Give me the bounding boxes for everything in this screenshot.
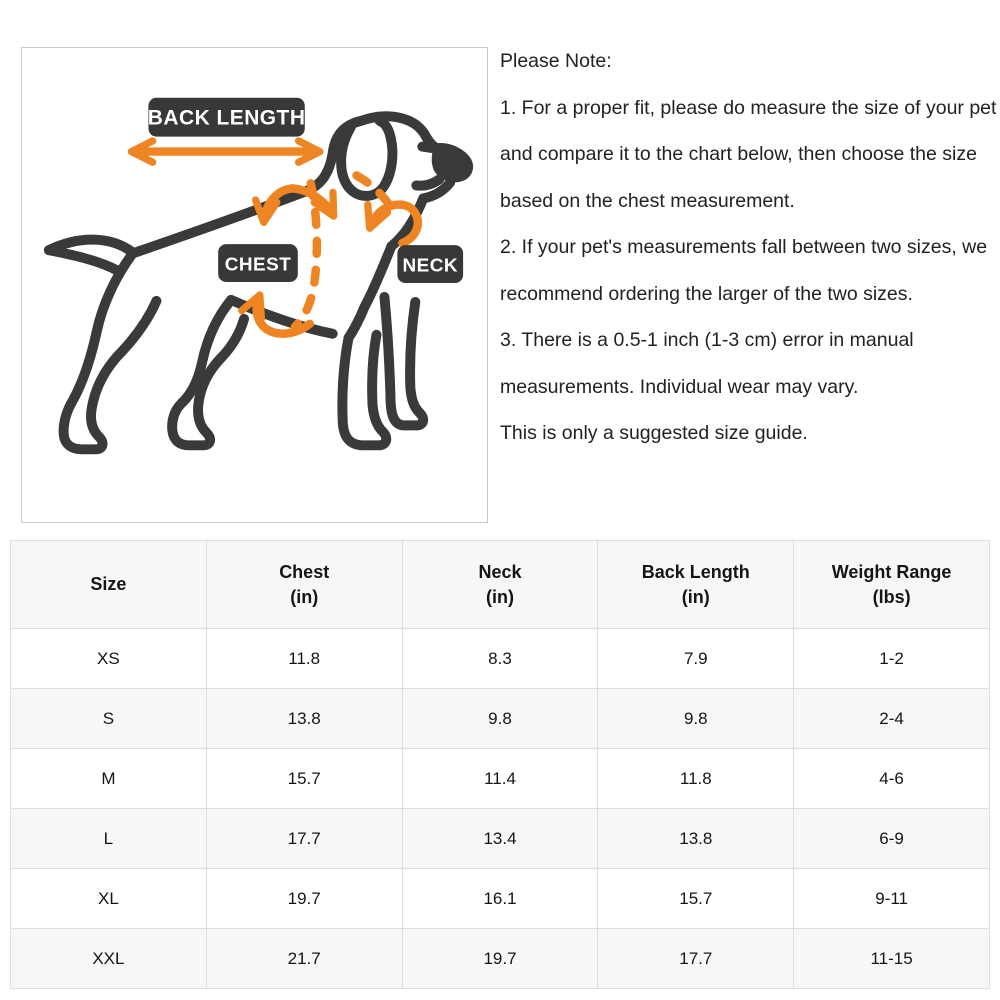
weight-cell: 1-2 bbox=[794, 629, 990, 689]
table-row-s bbox=[11, 689, 990, 749]
chest-label: CHEST bbox=[224, 254, 292, 276]
header-line1: Back Length bbox=[641, 561, 750, 582]
neck-cell: 11.4 bbox=[402, 749, 598, 809]
back-length-cell: 9.8 bbox=[598, 689, 794, 749]
header-line1: Size bbox=[90, 574, 127, 594]
size-cell: XXL bbox=[11, 929, 207, 989]
notes-title: Please Note: bbox=[500, 50, 612, 72]
weight-cell: 9-11 bbox=[794, 869, 990, 929]
table-row-xs bbox=[11, 629, 990, 689]
dog-nose bbox=[434, 146, 470, 180]
weight-cell: 4-6 bbox=[794, 749, 990, 809]
dog-mouth-line bbox=[416, 179, 439, 185]
header-line1: Chest bbox=[279, 561, 330, 582]
weight-cell: 6-9 bbox=[794, 809, 990, 869]
back-length-cell: 17.7 bbox=[598, 929, 794, 989]
chest-cell: 21.7 bbox=[206, 929, 402, 989]
header-line2: (in) bbox=[486, 586, 514, 607]
size-cell: XL bbox=[11, 869, 207, 929]
header-row bbox=[11, 541, 990, 629]
note-line-4: This is only a suggested size guide. bbox=[500, 422, 808, 444]
column-header-back-length bbox=[598, 541, 794, 629]
chest-cell: 15.7 bbox=[206, 749, 402, 809]
dog-front-near-leg bbox=[342, 335, 386, 446]
column-header-neck bbox=[402, 541, 598, 629]
note-line-2: 2. If your pet's measurements fall between two sizes, we recommend ordering the larger of the two sizes. bbox=[500, 236, 988, 305]
dog-diagram-svg bbox=[22, 48, 487, 522]
table-row-xl bbox=[11, 869, 990, 929]
neck-cell: 8.3 bbox=[402, 629, 598, 689]
size-cell: S bbox=[11, 689, 207, 749]
table-row-m bbox=[11, 749, 990, 809]
dog-tail-underside bbox=[49, 250, 119, 271]
dog-back-head-line bbox=[49, 116, 434, 253]
dog-hind-near-leg bbox=[64, 255, 157, 449]
notes-section bbox=[500, 38, 1000, 457]
chest-cell: 11.8 bbox=[206, 629, 402, 689]
size-cell: M bbox=[11, 749, 207, 809]
size-chart-table bbox=[10, 540, 990, 989]
column-header-size bbox=[11, 541, 207, 629]
column-header-chest bbox=[206, 541, 402, 629]
note-line-3: 3. There is a 0.5-1 inch (1-3 cm) error in manual measurements. Individual wear may vary. bbox=[500, 329, 914, 398]
back-length-cell: 11.8 bbox=[598, 749, 794, 809]
back-length-cell: 13.8 bbox=[598, 809, 794, 869]
neck-label: NECK bbox=[402, 255, 459, 277]
neck-cell: 13.4 bbox=[402, 809, 598, 869]
dog-front-far-leg bbox=[384, 297, 423, 425]
chest-girth-dashed-line bbox=[295, 183, 317, 326]
dog-outline-illustration bbox=[49, 116, 450, 449]
size-cell: XS bbox=[11, 629, 207, 689]
chest-cell: 17.7 bbox=[206, 809, 402, 869]
chest-cell: 13.8 bbox=[206, 689, 402, 749]
table-row-xxl bbox=[11, 929, 990, 989]
back-length-cell: 15.7 bbox=[598, 869, 794, 929]
back-length-label: BACK LENGTH bbox=[147, 106, 306, 130]
header-line2: (in) bbox=[290, 586, 319, 607]
neck-cell: 16.1 bbox=[402, 869, 598, 929]
dog-hind-far-leg bbox=[172, 300, 244, 445]
table-row-l bbox=[11, 809, 990, 869]
neck-cell: 19.7 bbox=[402, 929, 598, 989]
weight-cell: 2-4 bbox=[794, 689, 990, 749]
chest-cell: 19.7 bbox=[206, 869, 402, 929]
note-line-1: 1. For a proper fit, please do measure the size of your pet and compare it to the chart below, then choose the size based on the chest measurement. bbox=[500, 96, 997, 212]
back-length-cell: 7.9 bbox=[598, 629, 794, 689]
header-line1: Neck bbox=[478, 561, 522, 582]
header-line2: (lbs) bbox=[872, 586, 911, 607]
dog-measurement-diagram bbox=[21, 47, 488, 523]
header-line1: Weight Range bbox=[831, 561, 952, 582]
column-header-weight-range bbox=[794, 541, 990, 629]
header-line2: (in) bbox=[681, 586, 710, 607]
size-cell: L bbox=[11, 809, 207, 869]
weight-cell: 11-15 bbox=[794, 929, 990, 989]
neck-cell: 9.8 bbox=[402, 689, 598, 749]
